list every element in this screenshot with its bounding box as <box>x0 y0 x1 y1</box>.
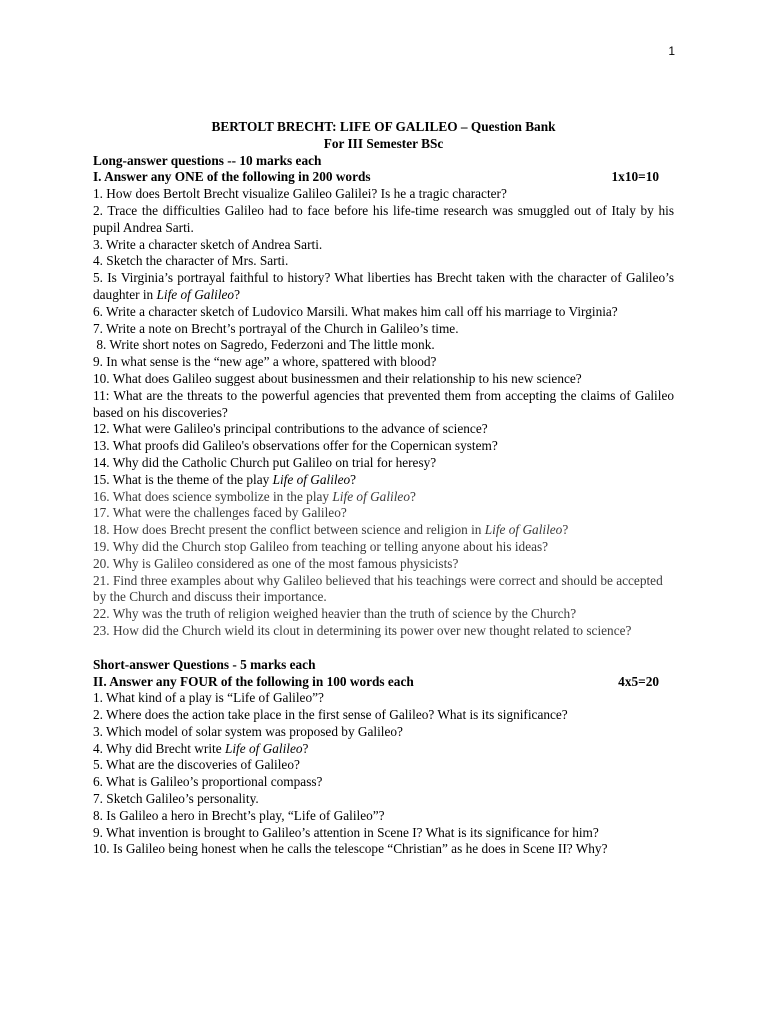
q18-text: 18. How does Brecht present the conflict between science and religion in <box>93 522 485 538</box>
q5-end: ? <box>234 286 240 302</box>
long-question-15 <box>93 472 674 489</box>
section-spacer <box>93 640 674 657</box>
short-question-5: 5. What are the discoveries of Galileo? <box>93 757 300 773</box>
q15-play-title: Life of Galileo <box>272 471 351 487</box>
long-question-2: 2. Trace the difficulties Galileo had to face before his life-time research was smuggled out of Italy by his pupil Andrea Sarti. <box>93 202 674 235</box>
long-question-16 <box>93 489 674 506</box>
long-answer-marks: 1x10=10 <box>611 169 659 185</box>
short-question-4 <box>93 741 674 758</box>
long-question-11: 11: What are the threats to the powerful agencies that prevented them from accepting the claims of Galileo based on his discoveries? <box>93 387 674 420</box>
short-question-1: 1. What kind of a play is “Life of Galileo”? <box>93 690 324 706</box>
short-answer-instruction-row <box>93 674 674 691</box>
long-question-17: 17. What were the challenges faced by Galileo? <box>93 505 347 521</box>
document-subtitle: For III Semester BSc <box>323 135 444 151</box>
long-question-12: 12. What were Galileo's principal contributions to the advance of science? <box>93 421 488 437</box>
q18-play-title: Life of Galileo <box>484 522 563 538</box>
long-answer-heading: Long-answer questions -- 10 marks each <box>93 152 322 168</box>
short-question-10: 10. Is Galileo being honest when he calls the telescope “Christian” as he does in Scene II? Why? <box>93 841 608 857</box>
short-answer-marks: 4x5=20 <box>618 673 659 689</box>
q16-end: ? <box>409 488 416 504</box>
long-question-8: 8. Write short notes on Sagredo, Federzoni and The little monk. <box>93 337 435 353</box>
page-number: 1 <box>668 44 675 58</box>
short-question-3: 3. Which model of solar system was proposed by Galileo? <box>93 723 403 739</box>
long-question-9: 9. In what sense is the “new age” a whore, spattered with blood? <box>93 354 437 370</box>
long-question-3: 3. Write a character sketch of Andrea Sarti. <box>93 236 323 252</box>
long-question-22: 22. Why was the truth of religion weighed heavier than the truth of science by the Church? <box>93 606 577 622</box>
long-question-19: 19. Why did the Church stop Galileo from teaching or telling anyone about his ideas? <box>93 538 549 554</box>
short-question-9: 9. What invention is brought to Galileo’s attention in Scene I? What is its significance for him? <box>93 824 599 840</box>
q15-end: ? <box>350 471 357 487</box>
long-question-6: 6. Write a character sketch of Ludovico Marsili. What makes him call off his marriage to Virginia? <box>93 303 618 319</box>
long-question-21: 21. Find three examples about why Galileo believed that his teachings were correct and should be accepted by the Church and discuss their importance. <box>93 572 663 605</box>
sq4-text: 4. Why did Brecht write <box>93 740 225 756</box>
document-body <box>93 119 674 858</box>
q18-end: ? <box>562 522 569 538</box>
q16-play-title: Life of Galileo <box>332 488 410 504</box>
short-answer-instruction: II. Answer any FOUR of the following in 100 words each <box>93 673 414 689</box>
q15-text: 15. What is the theme of the play <box>93 471 273 487</box>
sq4-play-title: Life of Galileo <box>224 740 303 756</box>
q16-text: 16. What does science symbolize in the play <box>93 488 333 504</box>
short-answer-heading: Short-answer Questions - 5 marks each <box>93 656 316 672</box>
long-question-1: 1. How does Bertolt Brecht visualize Galileo Galilei? Is he a tragic character? <box>93 186 507 202</box>
document-title: BERTOLT BRECHT: LIFE OF GALILEO – Question Bank <box>211 119 556 134</box>
long-question-5 <box>93 270 674 304</box>
long-question-14: 14. Why did the Catholic Church put Galileo on trial for heresy? <box>93 454 437 470</box>
q5-text: 5. Is Virginia’s portrayal faithful to history? What liberties has Brecht taken with the character of Galileo’s daughter in <box>93 270 674 302</box>
long-question-23: 23. How did the Church wield its clout in determining its power over new thought related to science? <box>93 622 632 638</box>
short-question-7: 7. Sketch Galileo’s personality. <box>93 791 259 807</box>
long-answer-instruction: I. Answer any ONE of the following in 200 words <box>93 169 371 185</box>
long-question-13: 13. What proofs did Galileo's observations offer for the Copernican system? <box>93 438 498 454</box>
sq4-end: ? <box>302 740 309 756</box>
long-question-10: 10. What does Galileo suggest about businessmen and their relationship to his new science? <box>93 370 582 386</box>
short-question-2: 2. Where does the action take place in the first sense of Galileo? What is its significance? <box>93 707 568 723</box>
long-answer-instruction-row <box>93 169 674 186</box>
long-question-4: 4. Sketch the character of Mrs. Sarti. <box>93 253 289 269</box>
q5-play-title: Life of Galileo <box>156 286 235 302</box>
long-question-18 <box>93 522 674 539</box>
short-question-6: 6. What is Galileo’s proportional compass? <box>93 774 323 790</box>
long-question-20: 20. Why is Galileo considered as one of the most famous physicists? <box>93 555 459 571</box>
long-question-7: 7. Write a note on Brecht’s portrayal of the Church in Galileo’s time. <box>93 320 459 336</box>
short-question-8: 8. Is Galileo a hero in Brecht’s play, “Life of Galileo”? <box>93 807 385 823</box>
